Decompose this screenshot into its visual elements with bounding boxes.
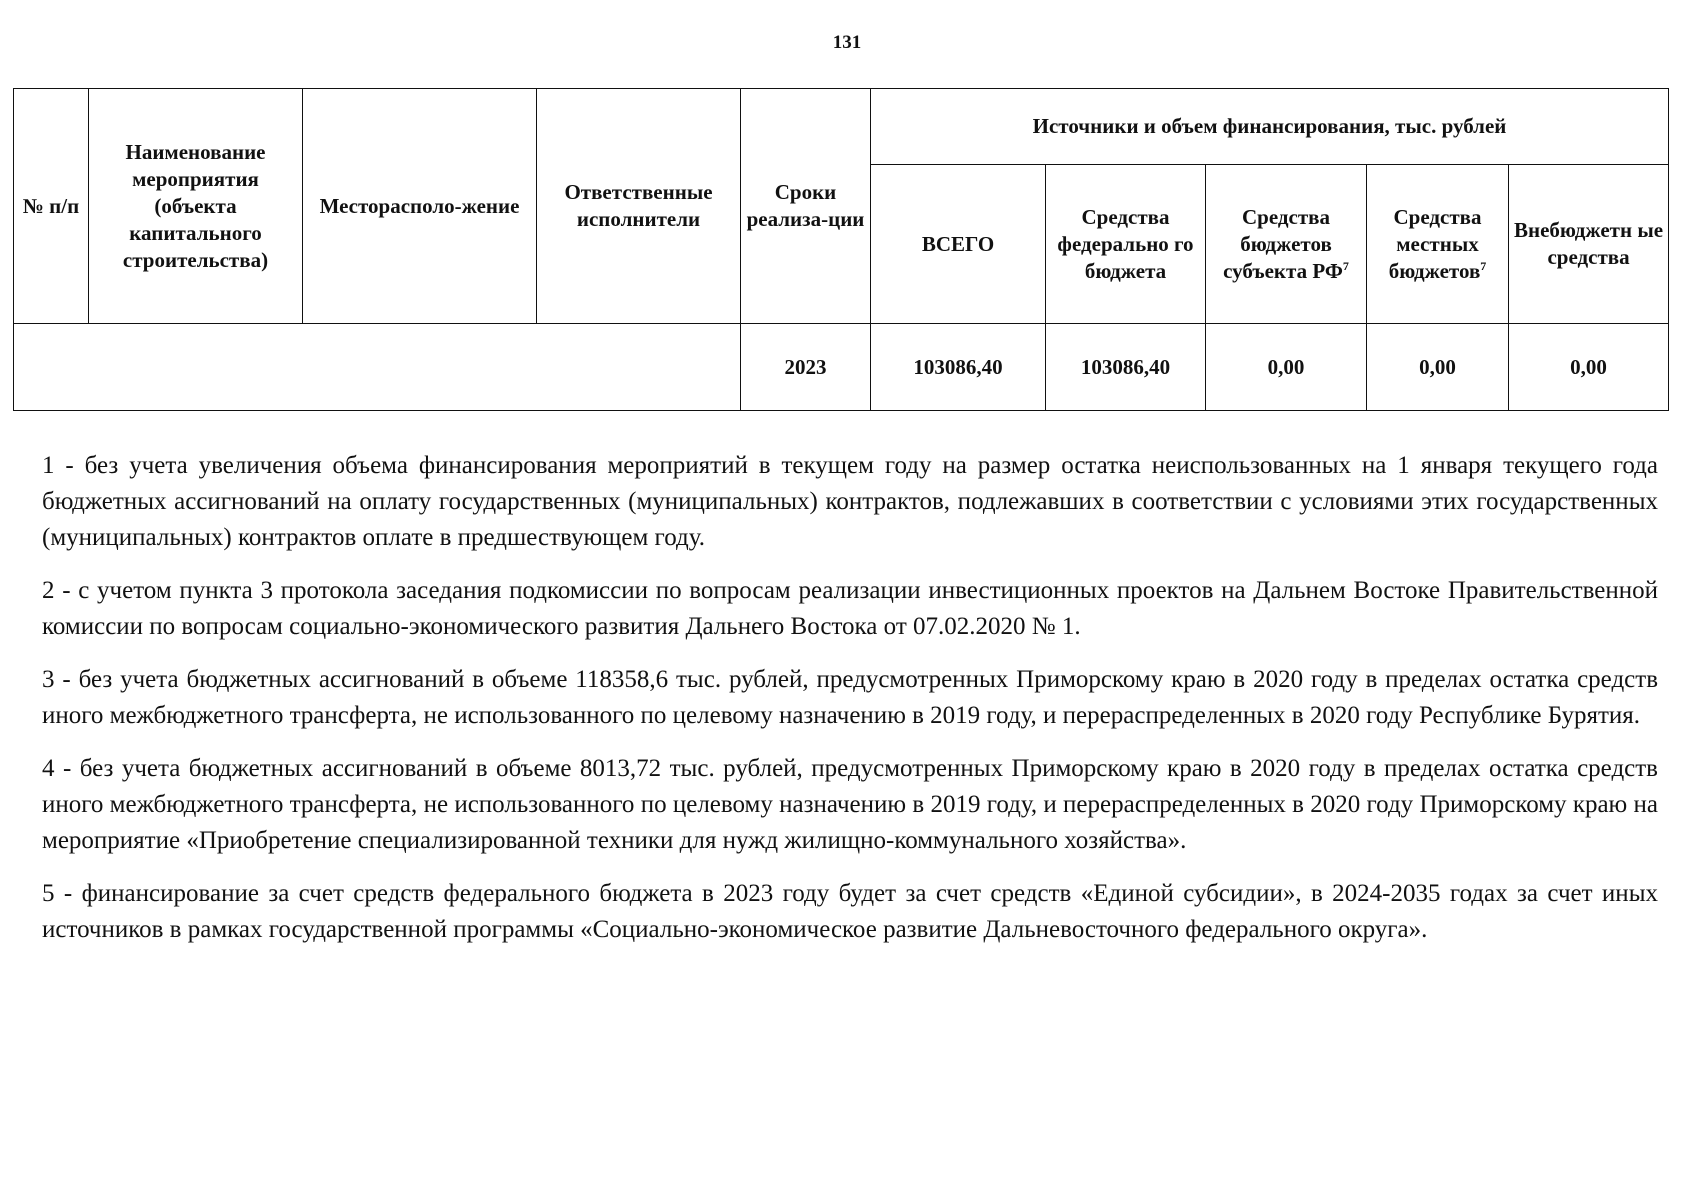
- header-name: Наименование мероприятия (объекта капитального строительства): [89, 89, 303, 324]
- header-local: [1367, 165, 1509, 324]
- footnote-1: 1 - без учета увеличения объема финансирования мероприятий в текущем году на размер остатка неиспользованных на 1 января текущего года бюджетных ассигнований на оплату государственных (муниципальных) контрактов, подлежавших в соответствии с условиями этих государственных (муниципальных) контрактов оплате в предшествующем году.: [42, 452, 1658, 551]
- footnote-2: 2 - с учетом пункта 3 протокола заседания подкомиссии по вопросам реализации инвестиционных проектов на Дальнем Востоке Правительственной комиссии по вопросам социально-экономического развития Дальнего Востока от 07.02.2020 № 1.: [42, 577, 1658, 640]
- header-federal: Средства федерально го бюджета: [1046, 165, 1206, 324]
- footnote-5: 5 - финансирование за счет средств федерального бюджета в 2023 году будет за счет средств «Единой субсидии», в 2024-2035 годах за счет иных источников в рамках государственной программы «Социально-экономическое развитие Дальневосточного федерального округа».: [42, 880, 1658, 943]
- cell-year: 2023: [741, 324, 871, 411]
- cell-total: 103086,40: [871, 324, 1046, 411]
- header-num: № п/п: [14, 89, 89, 324]
- footnote-3: 3 - без учета бюджетных ассигнований в объеме 118358,6 тыс. рублей, предусмотренных Приморскому краю в 2020 году в пределах остатка средств иного межбюджетного трансферта, не использованного по целевому назначению в 2019 году, и перераспределенных в 2020 году Республике Бурятия.: [42, 666, 1658, 729]
- cell-federal: 103086,40: [1046, 324, 1206, 411]
- cell-local: 0,00: [1367, 324, 1509, 411]
- header-extra: Внебюджетн ые средства: [1509, 165, 1669, 324]
- header-sources-group: Источники и объем финансирования, тыс. рублей: [871, 89, 1669, 165]
- header-subject-label: Средства бюджетов субъекта РФ: [1223, 204, 1343, 283]
- page-number: 131: [832, 32, 862, 53]
- table-row: [14, 324, 1669, 411]
- header-location: Месторасполо-жение: [303, 89, 537, 324]
- header-terms: Сроки реализа-ции: [741, 89, 871, 324]
- cell-extra: 0,00: [1509, 324, 1669, 411]
- financing-table: [13, 88, 1669, 411]
- footnotes: [42, 448, 1658, 965]
- cell-subject: 0,00: [1206, 324, 1367, 411]
- header-total: ВСЕГО: [871, 165, 1046, 324]
- header-responsible: Ответственные исполнители: [537, 89, 741, 324]
- header-local-label: Средства местных бюджетов: [1388, 204, 1482, 283]
- header-subject-footnote: 7: [1342, 258, 1349, 273]
- footnote-4: 4 - без учета бюджетных ассигнований в объеме 8013,72 тыс. рублей, предусмотренных Приморскому краю в 2020 году в пределах остатка средств иного межбюджетного трансферта, не использованного по целевому назначению в 2019 году, и перераспределенных в 2020 году Приморскому краю на мероприятие «Приобретение специализированной техники для нужд жилищно-коммунального хозяйства».: [42, 755, 1658, 854]
- row-empty-cell: [14, 324, 741, 411]
- header-local-footnote: 7: [1480, 258, 1487, 273]
- header-subject: [1206, 165, 1367, 324]
